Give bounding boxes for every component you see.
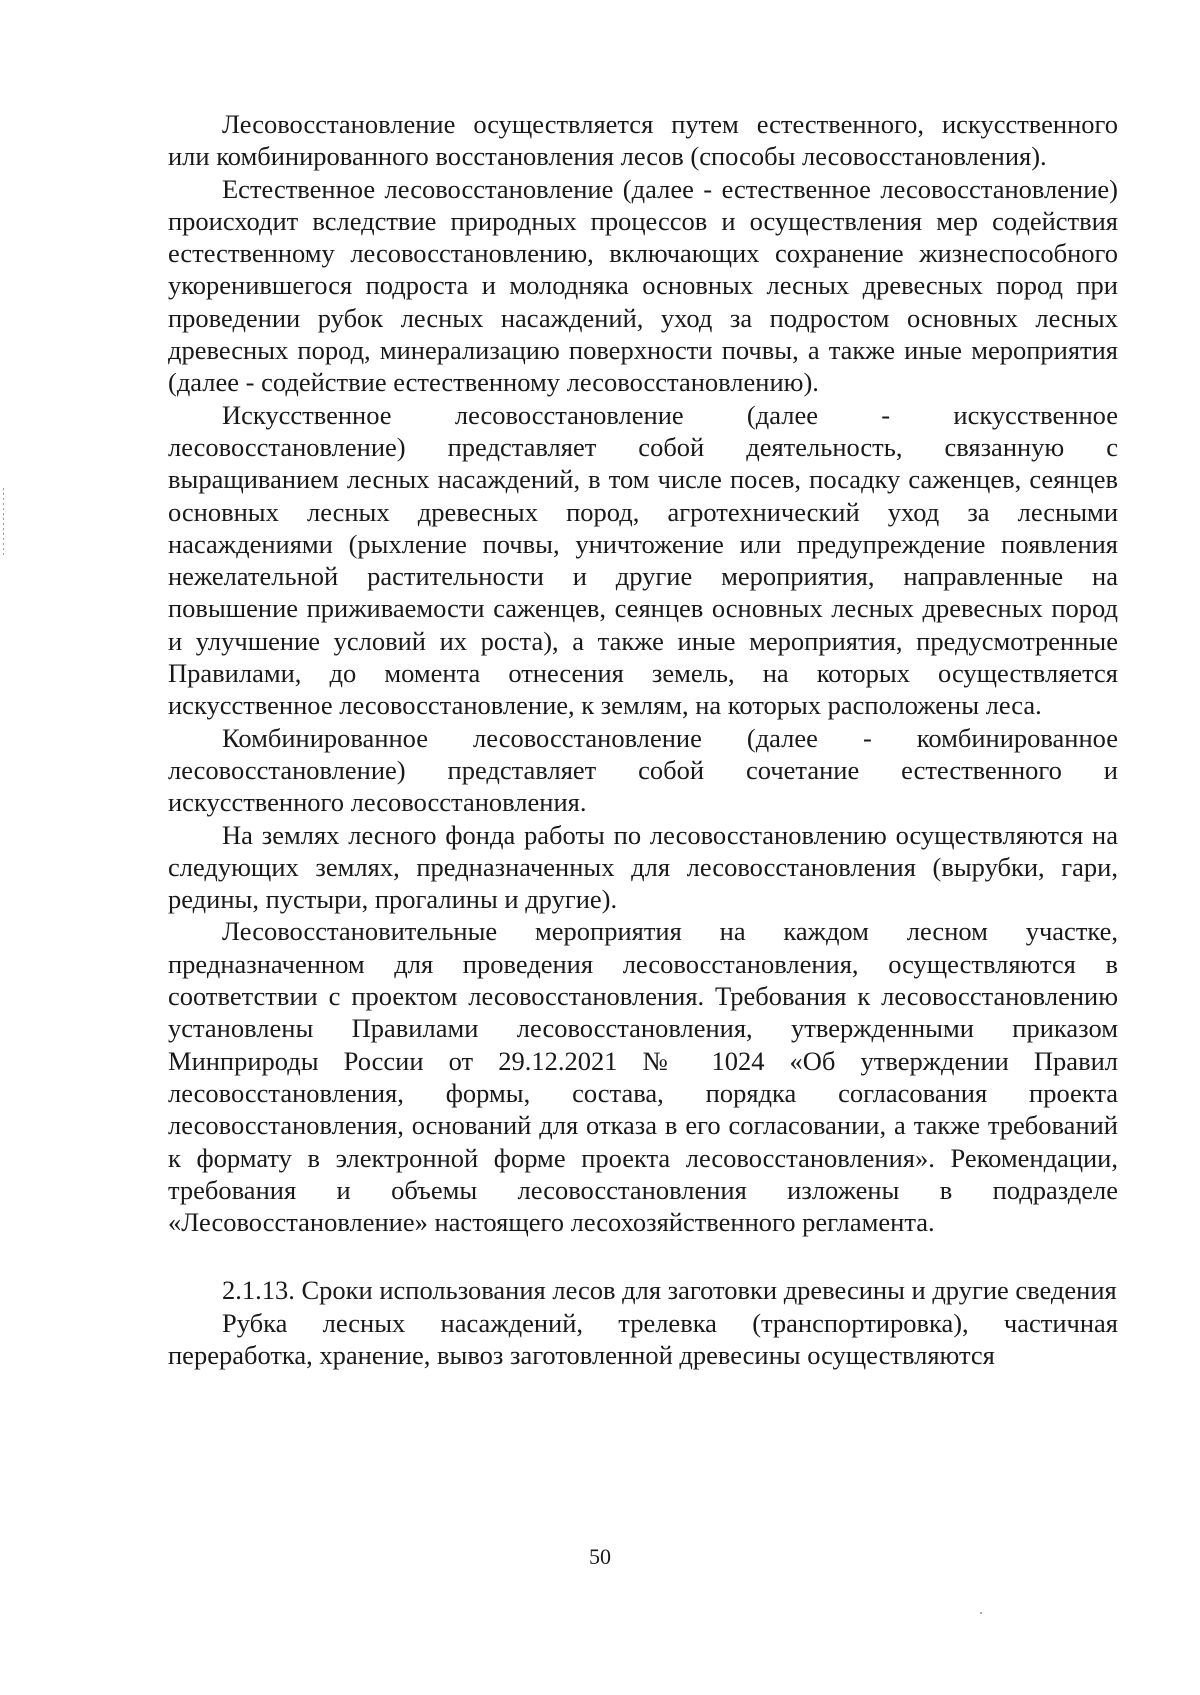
paragraph-logging-operations: Рубка лесных насаждений, трелевка (транспортировка), частичная переработка, хранение, вывоз заготовленной древесины осуществляются xyxy=(168,1307,1118,1370)
paragraph-natural-restoration: Естественное лесовосстановление (далее - естественное лесовосстановление) происходит вследствие природных процессов и осуществления мер содействия естественному лесовосстановлению, включающих сохранение жизнеспособного укоренившегося подроста и молодняка основных лесных древесных пород при проведении рубок лесных насаждений, уход за подростом основных лесных древесных пород, минерализацию поверхности почвы, а также иные мероприятия (далее - содействие естественному лесовосстановлению). xyxy=(168,173,1118,398)
paragraph-combined-restoration: Комбинированное лесовосстановление (далее - комбинированное лесовосстановление) представляет собой сочетание естественного и искусственного лесовосстановления. xyxy=(168,722,1118,818)
page-number: 50 xyxy=(589,1544,611,1569)
paragraph-restoration-methods: Лесовосстановление осуществляется путем естественного, искусственного или комбинированного восстановления лесов (способы лесовосстановления). xyxy=(168,109,1118,172)
document-body xyxy=(168,108,1118,1371)
paragraph-artificial-restoration: Искусственное лесовосстановление (далее - искусственное лесовосстановление) представляет собой деятельность, связанную с выращиванием лесных насаждений, в том числе посев, посадку саженцев, сеянцев основных лесных древесных пород, агротехнический уход за лесными насаждениями (рыхление почвы, уничтожение или предупреждение появления нежелательной растительности и другие мероприятия, направленные на повышение приживаемости саженцев, сеянцев основных лесных древесных пород и улучшение условий их роста), а также иные мероприятия, предусмотренные Правилами, до момента отнесения земель, на которых осуществляется искусственное лесовосстановление, к землям, на которых расположены леса. xyxy=(168,399,1118,721)
section-heading: 2.1.13. Сроки использования лесов для заготовки древесины и другие сведения xyxy=(222,1275,1117,1306)
scan-speck xyxy=(980,1612,982,1614)
paragraph-restoration-requirements: Лесовосстановительные мероприятия на каждом лесном участке, предназначенном для проведения лесовосстановления, осуществляются в соответствии с проектом лесовосстановления. Требования к лесовосстановлению установлены Правилами лесовосстановления, утвержденными приказом Минприроды России от 29.12.2021 № 1024 «Об утверждении Правил лесовосстановления, формы, состава, порядка согласования проекта лесовосстановления, оснований для отказа в его согласовании, а также требований к формату в электронной форме проекта лесовосстановления». Рекомендации, требования и объемы лесовосстановления изложены в подразделе «Лесовосстановление» настоящего лесохозяйственного регламента. xyxy=(168,916,1118,1238)
scan-edge-mark xyxy=(3,488,4,558)
paragraph-restoration-lands: На землях лесного фонда работы по лесовосстановлению осуществляются на следующих землях, предназначенных для лесовосстановления (вырубки, гари, редины, пустыри, прогалины и другие). xyxy=(168,819,1118,915)
